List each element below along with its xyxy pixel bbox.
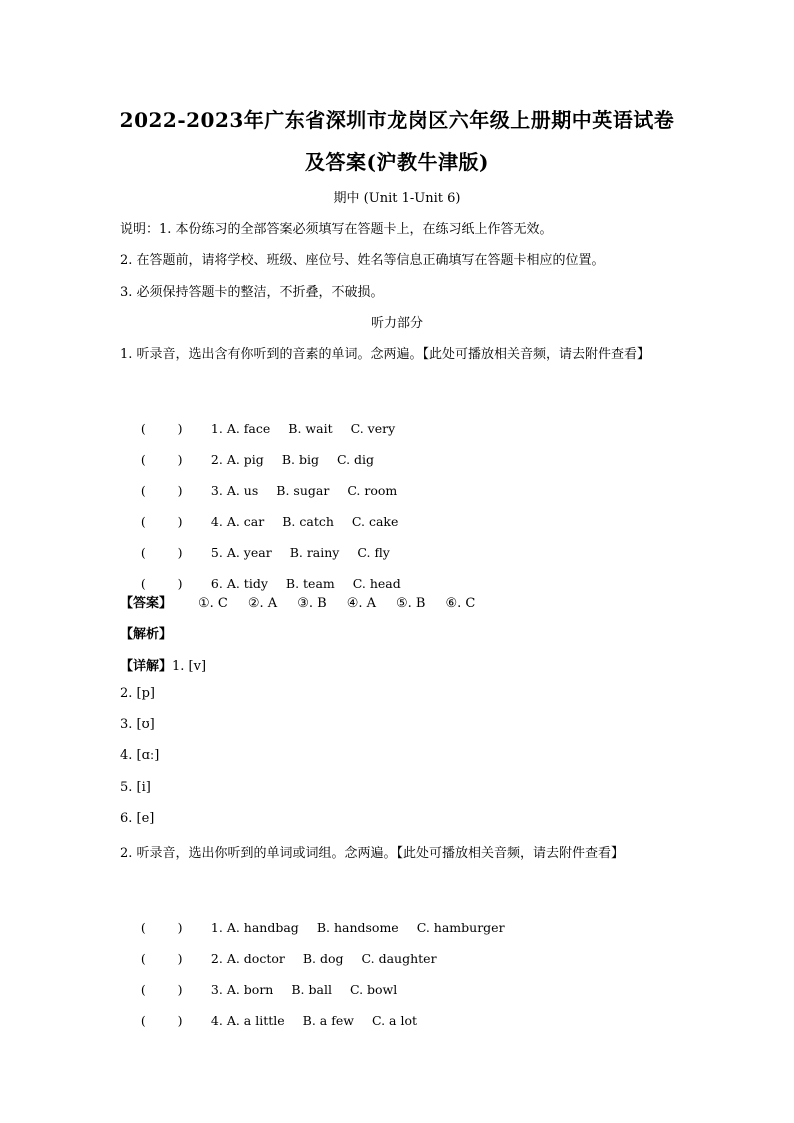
subtitle: 期中 (Unit 1-Unit 6) — [333, 191, 461, 206]
option-a: A. tidy — [226, 576, 268, 591]
option-a: A. car — [226, 514, 265, 529]
answer-blank: ( ) — [140, 483, 183, 498]
item-number: 4. — [210, 514, 223, 529]
option-c: C. dig — [336, 452, 375, 467]
answer-blank: ( ) — [140, 421, 183, 436]
option-c: C. cake — [351, 514, 399, 529]
answer-blank: ( ) — [140, 951, 183, 966]
option-c: C. daughter — [361, 951, 437, 966]
item-number: 4. — [210, 1013, 223, 1028]
document-title-line1: 2022-2023年广东省深圳市龙岗区六年级上册期中英语试卷 — [119, 108, 675, 132]
detail-3: 3. [ʊ] — [120, 717, 155, 732]
detail-6: 6. [e] — [120, 811, 155, 826]
option-a: A. doctor — [226, 951, 285, 966]
option-b: B. sugar — [276, 483, 330, 498]
item-number: 2. — [210, 452, 223, 467]
answer-5: ⑤. B — [396, 596, 426, 611]
item-number: 3. — [210, 982, 223, 997]
answer-6: ⑥. C — [445, 596, 476, 611]
item-number: 5. — [210, 545, 223, 560]
answer-blank: ( ) — [140, 982, 183, 997]
answer-blank: ( ) — [140, 1013, 183, 1028]
option-a: A. face — [226, 421, 271, 436]
option-b: B. a few — [302, 1013, 354, 1028]
option-b: B. catch — [282, 514, 334, 529]
option-a: A. a little — [226, 1013, 285, 1028]
document-title-line2: 及答案(沪教牛津版) — [305, 150, 489, 174]
option-b: B. big — [281, 452, 319, 467]
instruction-3: 3. 必须保持答题卡的整洁，不折叠，不破损。 — [120, 285, 384, 300]
item-number: 3. — [210, 483, 223, 498]
detail-5: 5. [i] — [120, 780, 151, 795]
option-b: B. wait — [288, 421, 333, 436]
option-a: A. handbag — [226, 920, 299, 935]
option-b: B. team — [285, 576, 335, 591]
detail-1: 1. [v] — [172, 659, 207, 674]
item-number: 1. — [210, 920, 223, 935]
option-c: C. head — [352, 576, 401, 591]
item-number: 1. — [210, 421, 223, 436]
instruction-1: 说明：1. 本份练习的全部答案必须填写在答题卡上，在练习纸上作答无效。 — [120, 222, 553, 237]
answer-blank: ( ) — [140, 920, 183, 935]
option-c: C. room — [347, 483, 398, 498]
option-a: A. born — [226, 982, 274, 997]
option-c: C. fly — [357, 545, 390, 560]
q1-prompt: 1. 听录音，选出含有你听到的音素的单词。念两遍。【此处可播放相关音频，请去附件查看】 — [120, 347, 651, 362]
option-b: B. dog — [302, 951, 344, 966]
option-b: B. rainy — [289, 545, 340, 560]
option-c: C. hamburger — [416, 920, 505, 935]
answer-2: ②. A — [247, 596, 278, 611]
option-a: A. pig — [226, 452, 264, 467]
option-a: A. us — [226, 483, 259, 498]
detail-label: 【详解】 — [120, 659, 173, 674]
q1-answer-row — [120, 592, 495, 611]
instruction-2: 2. 在答题前，请将学校、班级、座位号、姓名等信息正确填写在答题卡相应的位置。 — [120, 253, 605, 268]
answer-blank: ( ) — [140, 576, 183, 591]
option-b: B. ball — [291, 982, 332, 997]
option-b: B. handsome — [316, 920, 399, 935]
detail-4: 4. [ɑː] — [120, 748, 160, 763]
item-number: 2. — [210, 951, 223, 966]
answer-blank: ( ) — [140, 452, 183, 467]
q2-item — [125, 998, 435, 1043]
section-heading: 听力部分 — [370, 316, 423, 331]
detail-2: 2. [p] — [120, 686, 156, 701]
q2-prompt: 2. 听录音，选出你听到的单词或词组。念两遍。【此处可播放相关音频，请去附件查看】 — [120, 846, 625, 861]
option-a: A. year — [226, 545, 272, 560]
answer-4: ④. A — [346, 596, 376, 611]
option-c: C. a lot — [371, 1013, 418, 1028]
option-c: C. bowl — [349, 982, 398, 997]
answer-1: ①. C — [198, 596, 228, 611]
item-number: 6. — [210, 576, 223, 591]
analysis-label: 【解析】 — [120, 627, 173, 642]
option-c: C. very — [350, 421, 396, 436]
answer-blank: ( ) — [140, 545, 183, 560]
answer-3: ③. B — [297, 596, 327, 611]
answer-blank: ( ) — [140, 514, 183, 529]
answer-label: 【答案】 — [120, 596, 173, 611]
detail-row-1 — [120, 655, 206, 674]
